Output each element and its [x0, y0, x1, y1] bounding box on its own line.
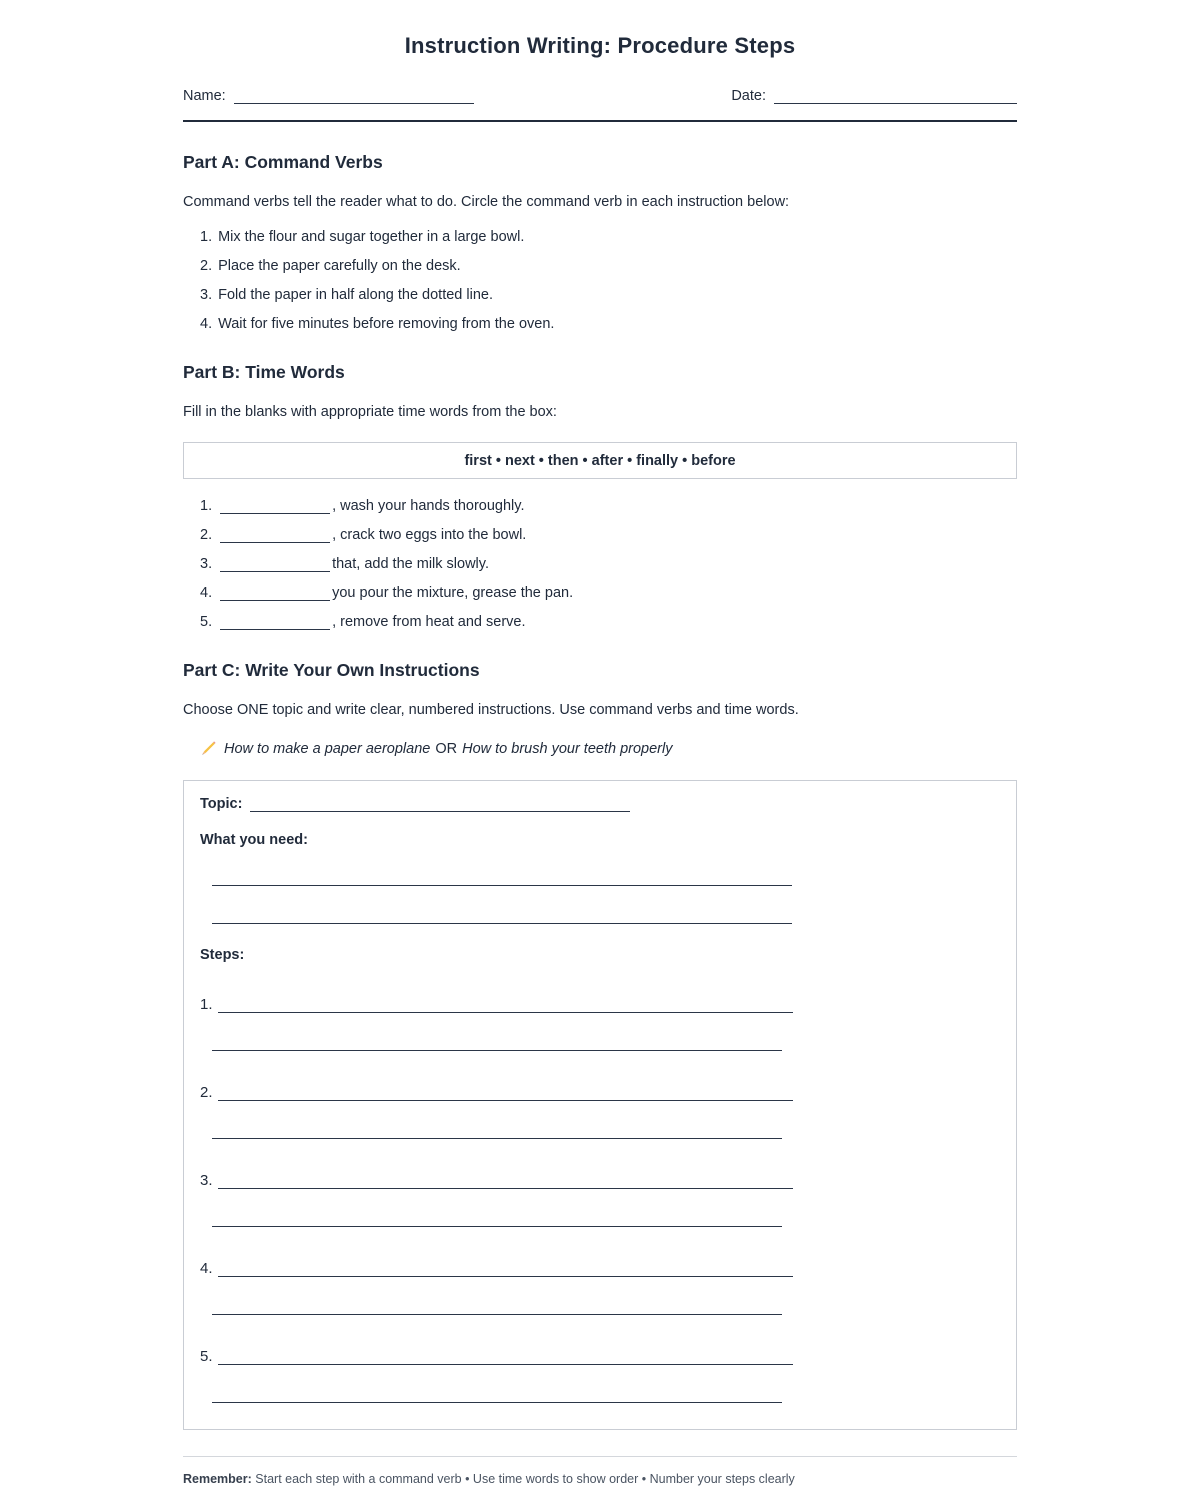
part-b-heading: Part B: Time Words — [183, 362, 345, 382]
need-input-line[interactable] — [212, 923, 792, 924]
item-number: 3. — [200, 556, 213, 572]
part-a-heading: Part A: Command Verbs — [183, 152, 383, 172]
topic-row — [200, 796, 1000, 812]
need-input-line[interactable] — [212, 885, 792, 886]
part-b-item — [200, 585, 1017, 601]
step-number: 4. — [200, 1260, 213, 1277]
item-number: 5. — [200, 614, 213, 630]
item-text: , remove from heat and serve. — [332, 614, 526, 630]
fill-blank-line[interactable] — [220, 615, 330, 630]
item-number: 2. — [200, 258, 213, 274]
item-text[interactable]: Wait for five minutes before removing from the oven. — [218, 316, 555, 332]
part-b-list — [183, 498, 1017, 630]
topic-prompt — [200, 741, 1017, 757]
fill-blank-line[interactable] — [220, 586, 330, 601]
part-a-item — [200, 316, 1017, 332]
part-c-heading: Part C: Write Your Own Instructions — [183, 660, 480, 680]
part-b-item — [200, 556, 1017, 572]
item-text[interactable]: Place the paper carefully on the desk. — [218, 258, 461, 274]
item-text[interactable]: Mix the flour and sugar together in a large bowl. — [218, 229, 525, 245]
item-number: 4. — [200, 585, 213, 601]
name-field — [183, 88, 474, 104]
part-b-item — [200, 614, 1017, 630]
topic-input-line[interactable] — [250, 797, 630, 812]
time-words-box — [183, 442, 1017, 479]
time-words-list: first • next • then • after • finally • before — [464, 452, 736, 469]
step-continuation-line[interactable] — [212, 1138, 782, 1139]
item-text[interactable]: Fold the paper in half along the dotted line. — [218, 287, 493, 303]
step-row — [200, 1172, 1000, 1189]
step-row — [200, 1084, 1000, 1101]
item-number: 4. — [200, 316, 213, 332]
step-input-line[interactable] — [218, 1349, 793, 1365]
date-input-line[interactable] — [774, 89, 1017, 104]
step-number: 5. — [200, 1348, 213, 1365]
topic-option-2: How to brush your teeth properly — [462, 741, 673, 757]
step-row — [200, 1348, 1000, 1365]
remember-text: Start each step with a command verb • Use time words to show order • Number your steps clearly — [255, 1472, 795, 1486]
need-label: What you need: — [200, 832, 308, 848]
step-input-line[interactable] — [218, 1261, 793, 1277]
part-a-item — [200, 229, 1017, 245]
step-number: 3. — [200, 1172, 213, 1189]
item-text: , wash your hands thoroughly. — [332, 498, 525, 514]
part-a-list — [183, 229, 1017, 332]
item-number: 3. — [200, 287, 213, 303]
item-text: that, add the milk slowly. — [332, 556, 489, 572]
item-number: 1. — [200, 498, 213, 514]
step-input-line[interactable] — [218, 997, 793, 1013]
date-label: Date: — [731, 88, 766, 104]
fill-blank-line[interactable] — [220, 557, 330, 572]
part-b-item — [200, 527, 1017, 543]
step-input-line[interactable] — [218, 1085, 793, 1101]
step-input-line[interactable] — [218, 1173, 793, 1189]
part-c-instruction: Choose ONE topic and write clear, numbered instructions. Use command verbs and time words. — [183, 702, 799, 718]
worksheet-page — [183, 0, 1017, 1486]
topic-option-1: How to make a paper aeroplane — [224, 741, 431, 757]
part-b-item — [200, 498, 1017, 514]
topic-label: Topic: — [200, 796, 243, 812]
step-number: 2. — [200, 1084, 213, 1101]
part-a-instruction: Command verbs tell the reader what to do. Circle the command verb in each instruction below: — [183, 194, 790, 210]
footer-divider — [183, 1456, 1017, 1457]
item-text: you pour the mixture, grease the pan. — [332, 585, 574, 601]
step-row — [200, 996, 1000, 1013]
header-divider — [183, 120, 1017, 122]
step-continuation-line[interactable] — [212, 1402, 782, 1403]
fill-blank-line[interactable] — [220, 499, 330, 514]
part-a-item — [200, 258, 1017, 274]
date-field — [731, 88, 1017, 104]
page-title: Instruction Writing: Procedure Steps — [404, 33, 796, 58]
part-b-instruction: Fill in the blanks with appropriate time words from the box: — [183, 404, 557, 420]
step-number: 1. — [200, 996, 213, 1013]
name-input-line[interactable] — [234, 89, 474, 104]
step-continuation-line[interactable] — [212, 1050, 782, 1051]
name-date-row — [183, 88, 1017, 104]
step-continuation-line[interactable] — [212, 1226, 782, 1227]
part-a-item — [200, 287, 1017, 303]
step-row — [200, 1260, 1000, 1277]
item-number: 1. — [200, 229, 213, 245]
topic-or: OR — [435, 741, 458, 757]
writing-box — [183, 780, 1017, 1430]
fill-blank-line[interactable] — [220, 528, 330, 543]
step-continuation-line[interactable] — [212, 1314, 782, 1315]
footer-note — [183, 1472, 1017, 1486]
remember-label: Remember: — [183, 1472, 252, 1486]
name-label: Name: — [183, 88, 226, 104]
steps-label: Steps: — [200, 947, 245, 963]
pencil-icon — [200, 741, 216, 757]
item-text: , crack two eggs into the bowl. — [332, 527, 527, 543]
item-number: 2. — [200, 527, 213, 543]
